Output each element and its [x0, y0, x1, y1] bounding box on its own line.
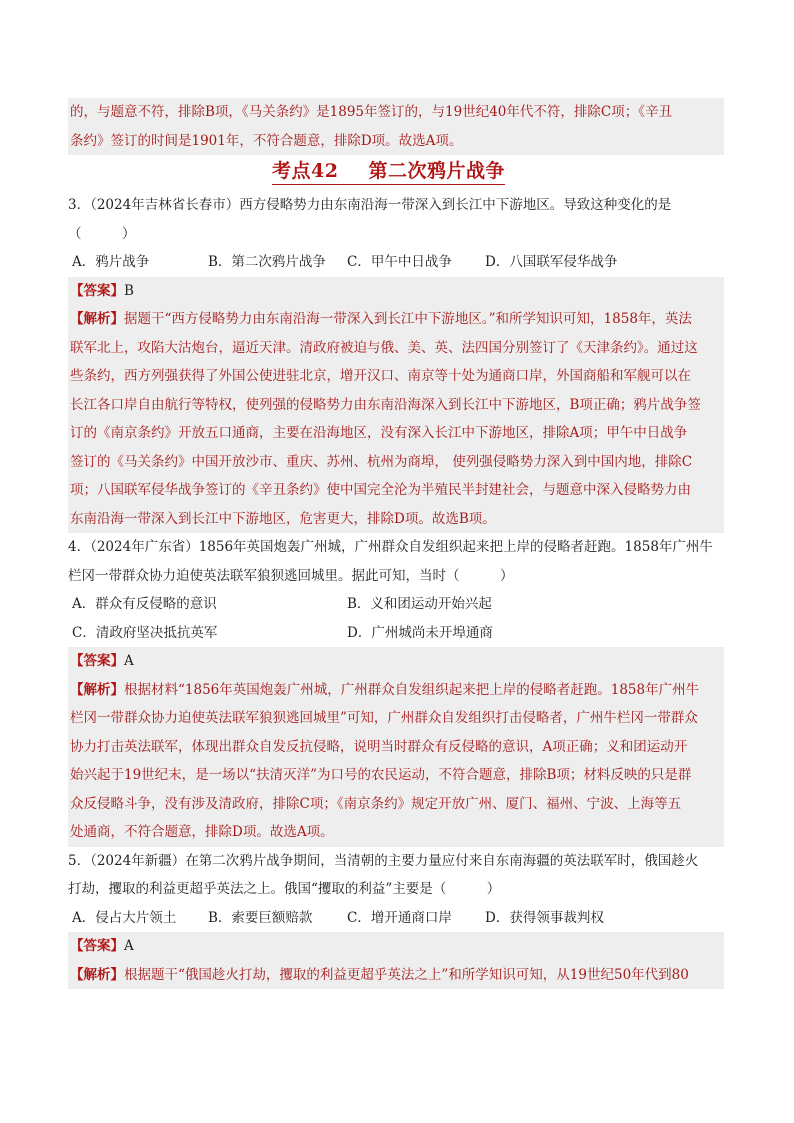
analysis-line: 订的《南京条约》开放五口通商，主要在沿海地区，没有深入长江中下游地区，排除A项；甲午中日战争 [68, 419, 724, 448]
analysis-line: 众反侵略斗争，没有涉及清政府，排除C项；《南京条约》规定开放广州、厦门、福州、宁波、上海等五 [68, 790, 724, 819]
option-a: A．鸦片战争 [72, 254, 150, 270]
option-d: D．八国联军侵华战争 [485, 254, 618, 270]
question-stem-line: 栏冈一带群众协力迫使英法联军狼狈逃回城里。据此可知，当时（ ） [68, 567, 514, 584]
analysis-label: 【解析】 [70, 311, 124, 327]
option-c: C．清政府坚决抵抗英军 [72, 624, 218, 641]
analysis-line: 始兴起于19世纪末，是一场以“扶清灭洋”为口号的农民运动，不符合题意，排除B项；材料反映的只是群 [68, 761, 724, 790]
question-options [68, 904, 724, 933]
analysis-line: 长江各口岸自由航行等特权，使列强的侵略势力由东南沿海深入到长江中下游地区，B项正确；鸦片战争签 [68, 391, 724, 420]
analysis-line: 栏冈一带群众协力迫使英法联军狼狈逃回城里”可知，广州群众自发组织打击侵略者，广州牛栏冈一带群众 [68, 704, 724, 733]
analysis-line: 联军北上，攻陷大沽炮台，逼近天津。清政府被迫与俄、美、英、法四国分别签订了《天津条约》。通过这 [68, 334, 724, 363]
option-d: D．获得领事裁判权 [485, 909, 604, 926]
analysis-label: 【解析】 [70, 966, 124, 983]
question-stem-line: 打劫，攫取的利益更超乎英法之上。俄国“攫取的利益”主要是（ ） [68, 881, 501, 897]
answer-value: A [124, 938, 134, 954]
analysis-line [68, 305, 724, 334]
section-number: 考点42 [272, 160, 339, 182]
analysis-text: 据题干“西方侵略势力由东南沿海一带深入到长江中下游地区。”和所学知识可知，1858年，英法 [124, 311, 692, 327]
section-heading [272, 158, 505, 185]
analysis-continuation-line: 条约》签订的时间是1901年，不符合题意，排除D项。故选A项。 [68, 127, 724, 156]
answer-label: 【答案】 [70, 282, 124, 299]
analysis-line: 处通商，不符合题意，排除D项。故选A项。 [68, 818, 724, 847]
option-c: C．甲午中日战争 [347, 254, 452, 270]
answer-line [68, 277, 724, 306]
option-c: C．增开通商口岸 [347, 909, 452, 926]
analysis-continuation-line: 的，与题意不符，排除B项，《马关条约》是1895年签订的，与19世纪40年代不符，排除C项；《辛丑 [68, 98, 724, 127]
question-options [68, 619, 724, 648]
option-a: A．侵占大片领土 [72, 909, 177, 926]
question-stem-line: （ ） [68, 225, 136, 242]
answer-label: 【答案】 [70, 938, 124, 954]
question-stem-line: 5．（2024年新疆）在第二次鸦片战争期间，当清朝的主要力量应付来自东南海疆的英法联军时，俄国趁火 [68, 852, 699, 869]
answer-value: A [124, 653, 134, 669]
option-b: B．索要巨额赔款 [208, 909, 313, 926]
answer-line [68, 647, 724, 676]
option-b: B．义和团运动开始兴起 [347, 596, 492, 612]
analysis-line [68, 676, 724, 705]
content-area [68, 98, 724, 989]
question-stem-line: 4．（2024年广东省）1856年英国炮轰广州城，广州群众自发组织起来把上岸的侵略者赶跑。1858年广州牛 [68, 539, 713, 555]
analysis-text: 根据材料“1856年英国炮轰广州城，广州群众自发组织起来把上岸的侵略者赶跑。1858年广州牛 [124, 681, 700, 698]
answer-value: B [124, 282, 134, 299]
option-d: D．广州城尚未开埠通商 [347, 624, 493, 641]
analysis-line [68, 961, 724, 990]
question-options [68, 590, 724, 619]
answer-label: 【答案】 [70, 653, 124, 669]
analysis-line: 项；八国联军侵华战争签订的《辛丑条约》使中国完全沦为半殖民半封建社会，与题意中深入侵略势力由 [68, 476, 724, 505]
analysis-line: 协力打击英法联军，体现出群众自发反抗侵略，说明当时群众有反侵略的意识，A项正确；义和团运动开 [68, 733, 724, 762]
option-b: B．第二次鸦片战争 [208, 254, 326, 270]
option-a: A．群众有反侵略的意识 [72, 596, 217, 612]
question-stem-line: 3．（2024年吉林省长春市）西方侵略势力由东南沿海一带深入到长江中下游地区。导致这种变化的是 [68, 197, 672, 213]
analysis-label: 【解析】 [70, 681, 124, 698]
analysis-text: 根据题干“俄国趁火打劫，攫取的利益更超乎英法之上”和所学知识可知，从19世纪50年代到80 [124, 966, 689, 983]
section-heading-row [68, 155, 724, 191]
answer-line [68, 932, 724, 961]
analysis-line: 些条约，西方列强获得了外国公使进驻北京，增开汉口、南京等十处为通商口岸，外国商船和军舰可以在 [68, 362, 724, 391]
analysis-line: 东南沿海一带深入到长江中下游地区，危害更大，排除D项。故选B项。 [68, 505, 724, 534]
section-title: 第二次鸦片战争 [368, 160, 505, 182]
question-options [68, 248, 724, 277]
analysis-line: 签订的《马关条约》中国开放沙市、重庆、苏州、杭州为商埠， 使列强侵略势力深入到中国内地，排除C [68, 448, 724, 477]
